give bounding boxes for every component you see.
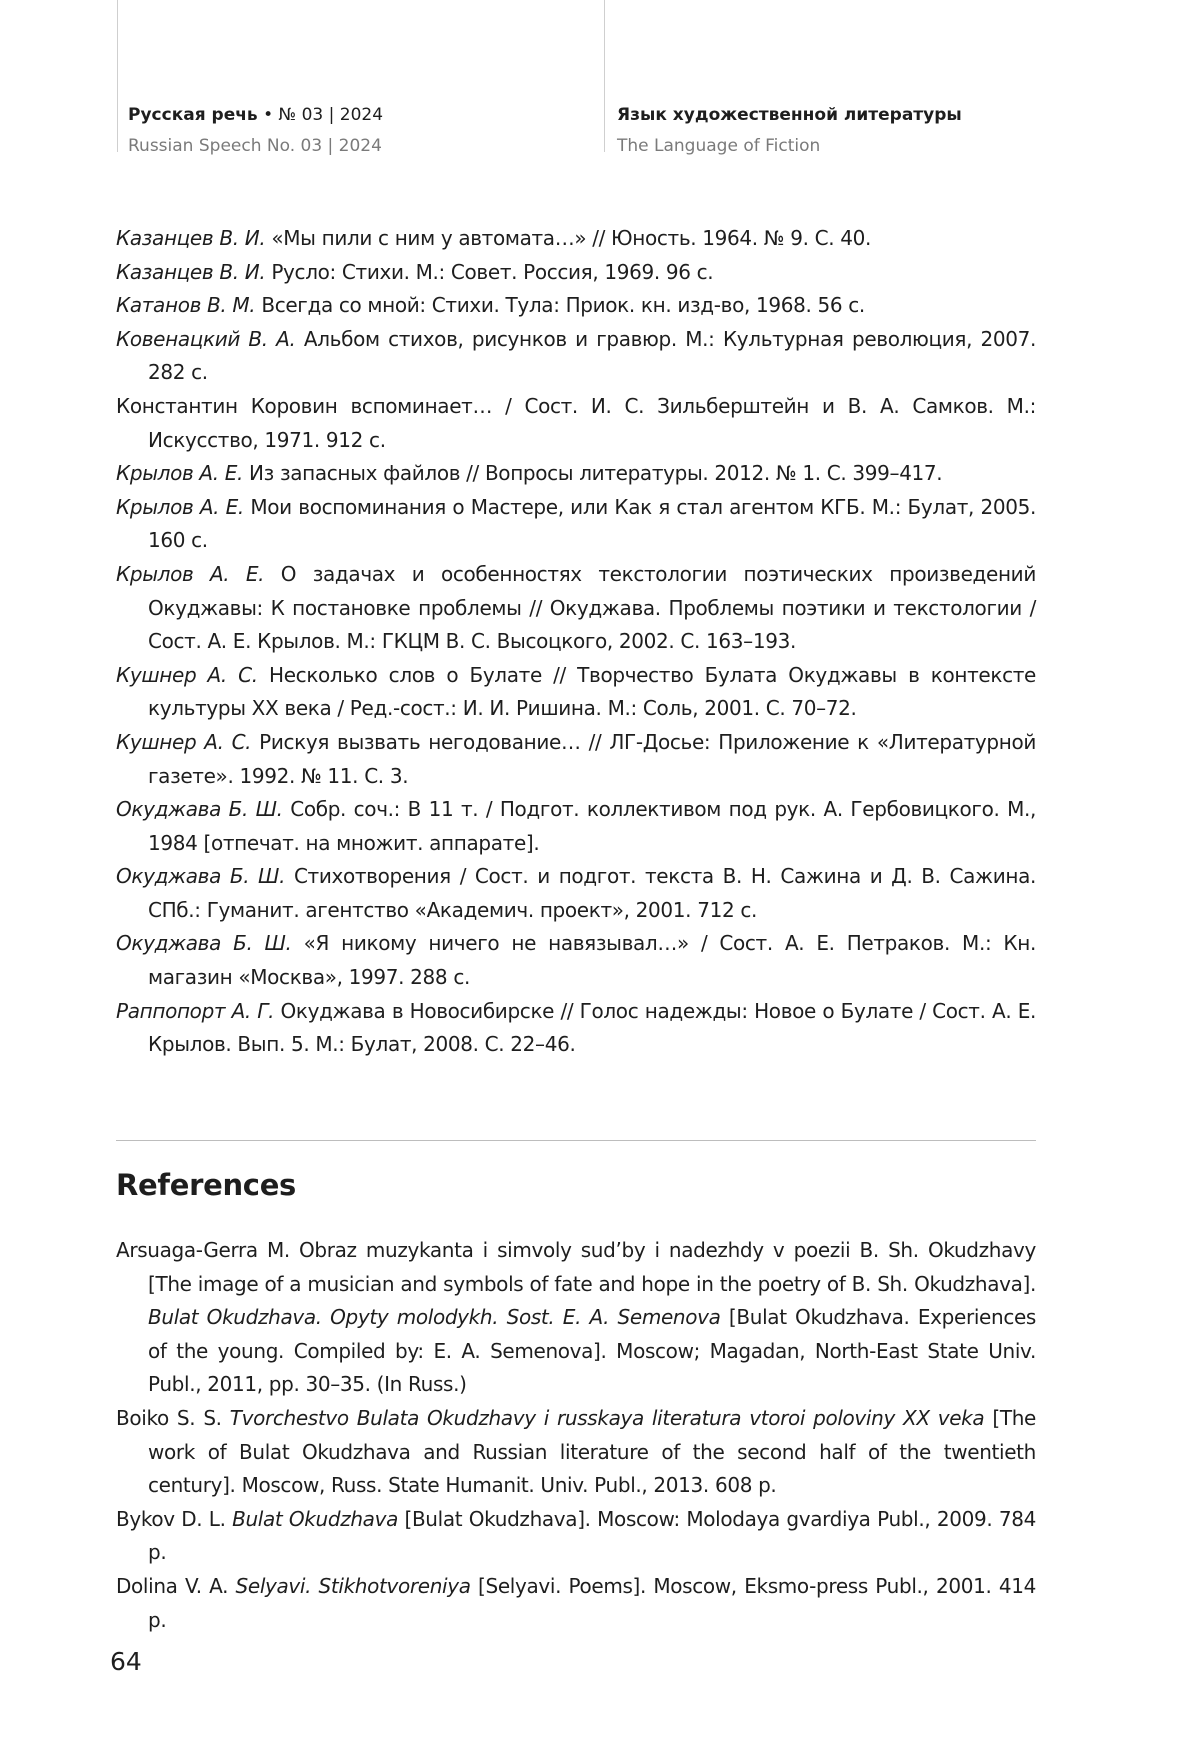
section-divider (116, 1140, 1036, 1141)
bib-entry: Крылов А. Е. Из запасных файлов // Вопросы литературы. 2012. № 1. С. 399–417. (116, 461, 943, 486)
bib-entry: Катанов В. М. Всегда со мной: Стихи. Тула: Приок. кн. изд-во, 1968. 56 с. (116, 293, 865, 318)
references-heading: References (116, 1168, 297, 1202)
section-title-en: The Language of Fiction (617, 136, 821, 156)
bibliography-list (116, 222, 1036, 1062)
header-divider-right (604, 0, 605, 152)
page-number: 64 (110, 1647, 142, 1676)
bib-entry: Окуджава Б. Ш. «Я никому ничего не навязывал…» / Сост. А. Е. Петраков. М.: Кн. магазин «Москва», 1997. 288 с. (116, 931, 1036, 990)
journal-title-en: Russian Speech No. 03 | 2024 (128, 136, 382, 156)
reference-entry: Dolina V. A. Selyavi. Stikhotvoreniya [Selyavi. Poems]. Moscow, Eksmo-press Publ., 2001. 414 p. (116, 1573, 1036, 1632)
header-section (617, 100, 962, 162)
section-title-ru: Язык художественной литературы (617, 105, 962, 125)
bib-entry: Константин Коровин вспоминает… / Сост. И. С. Зильберштейн и В. А. Самков. М.: Искусство, 1971. 912 с. (116, 393, 1036, 452)
bib-entry: Крылов А. Е. О задачах и особенностях текстологии поэтических произведений Окуджавы: К постановке проблемы // Окуджава. Проблемы поэтики и текстологии / Сост. А. Е. Крылов. М.: ГКЦМ В. С. Высоцкого, 2002. С. 163–193. (116, 561, 1036, 654)
bib-entry: Кушнер А. С. Рискуя вызвать негодование… // ЛГ-Досье: Приложение к «Литературной газете». 1992. № 11. С. 3. (116, 729, 1036, 788)
bib-entry: Крылов А. Е. Мои воспоминания о Мастере, или Как я стал агентом КГБ. М.: Булат, 2005. 160 с. (116, 494, 1036, 553)
bib-entry: Казанцев В. И. Русло: Стихи. М.: Совет. Россия, 1969. 96 с. (116, 259, 714, 284)
references-list (116, 1234, 1036, 1637)
reference-entry: Boiko S. S. Tvorchestvo Bulata Okudzhavy i russkaya literatura vtoroi poloviny XX veka [The work of Bulat Okudzhava and Russian literature of the second half of the twentieth century]. Moscow, Russ. State Humanit. Univ. Publ., 2013. 608 p. (116, 1405, 1036, 1498)
bib-entry: Окуджава Б. Ш. Стихотворения / Сост. и подгот. текста В. Н. Сажина и Д. В. Сажина. СПб.: Гуманит. агентство «Академич. проект», 2001. 712 с. (116, 864, 1036, 922)
bib-entry: Окуджава Б. Ш. Собр. соч.: В 11 т. / Подгот. коллективом под рук. А. Гербовицкого. М., 1984 [отпечат. на множит. аппарате]. (116, 797, 1036, 855)
reference-entry: Arsuaga-Gerra M. Obraz muzykanta i simvoly sud’by i nadezhdy v poezii B. Sh. Okudzhavy [The image of a musician and symbols of fate and hope in the poetry of B. Sh. Okudzhava]. Bulat Okudzhava. Opyty molodykh. Sost. E. A. Semenova [Bulat Okudzhava. Experiences of the young. Compiled by: E. A. Semenova]. Moscow; Magadan, North-East State Univ. Publ., 2011, pp. 30–35. (In Russ.) (116, 1238, 1037, 1397)
header-divider-left (117, 0, 118, 152)
journal-title-ru: Русская речь • № 03 | 2024 (128, 105, 384, 125)
bib-entry: Ковенацкий В. А. Альбом стихов, рисунков и гравюр. М.: Культурная революция, 2007. 282 с. (116, 326, 1036, 385)
reference-entry: Bykov D. L. Bulat Okudzhava [Bulat Okudzhava]. Moscow: Molodaya gvardiya Publ., 2009. 784 p. (116, 1506, 1036, 1565)
bib-entry: Раппопорт А. Г. Окуджава в Новосибирске // Голос надежды: Новое о Булате / Сост. А. Е. Крылов. Вып. 5. М.: Булат, 2008. С. 22–46. (116, 998, 1036, 1057)
bib-entry: Кушнер А. С. Несколько слов о Булате // Творчество Булата Окуджавы в контексте культуры XX века / Ред.-сост.: И. И. Ришина. М.: Соль, 2001. С. 70–72. (116, 662, 1036, 721)
header-journal (128, 100, 383, 162)
bib-entry: Казанцев В. И. «Мы пили с ним у автомата…» // Юность. 1964. № 9. С. 40. (116, 226, 872, 250)
